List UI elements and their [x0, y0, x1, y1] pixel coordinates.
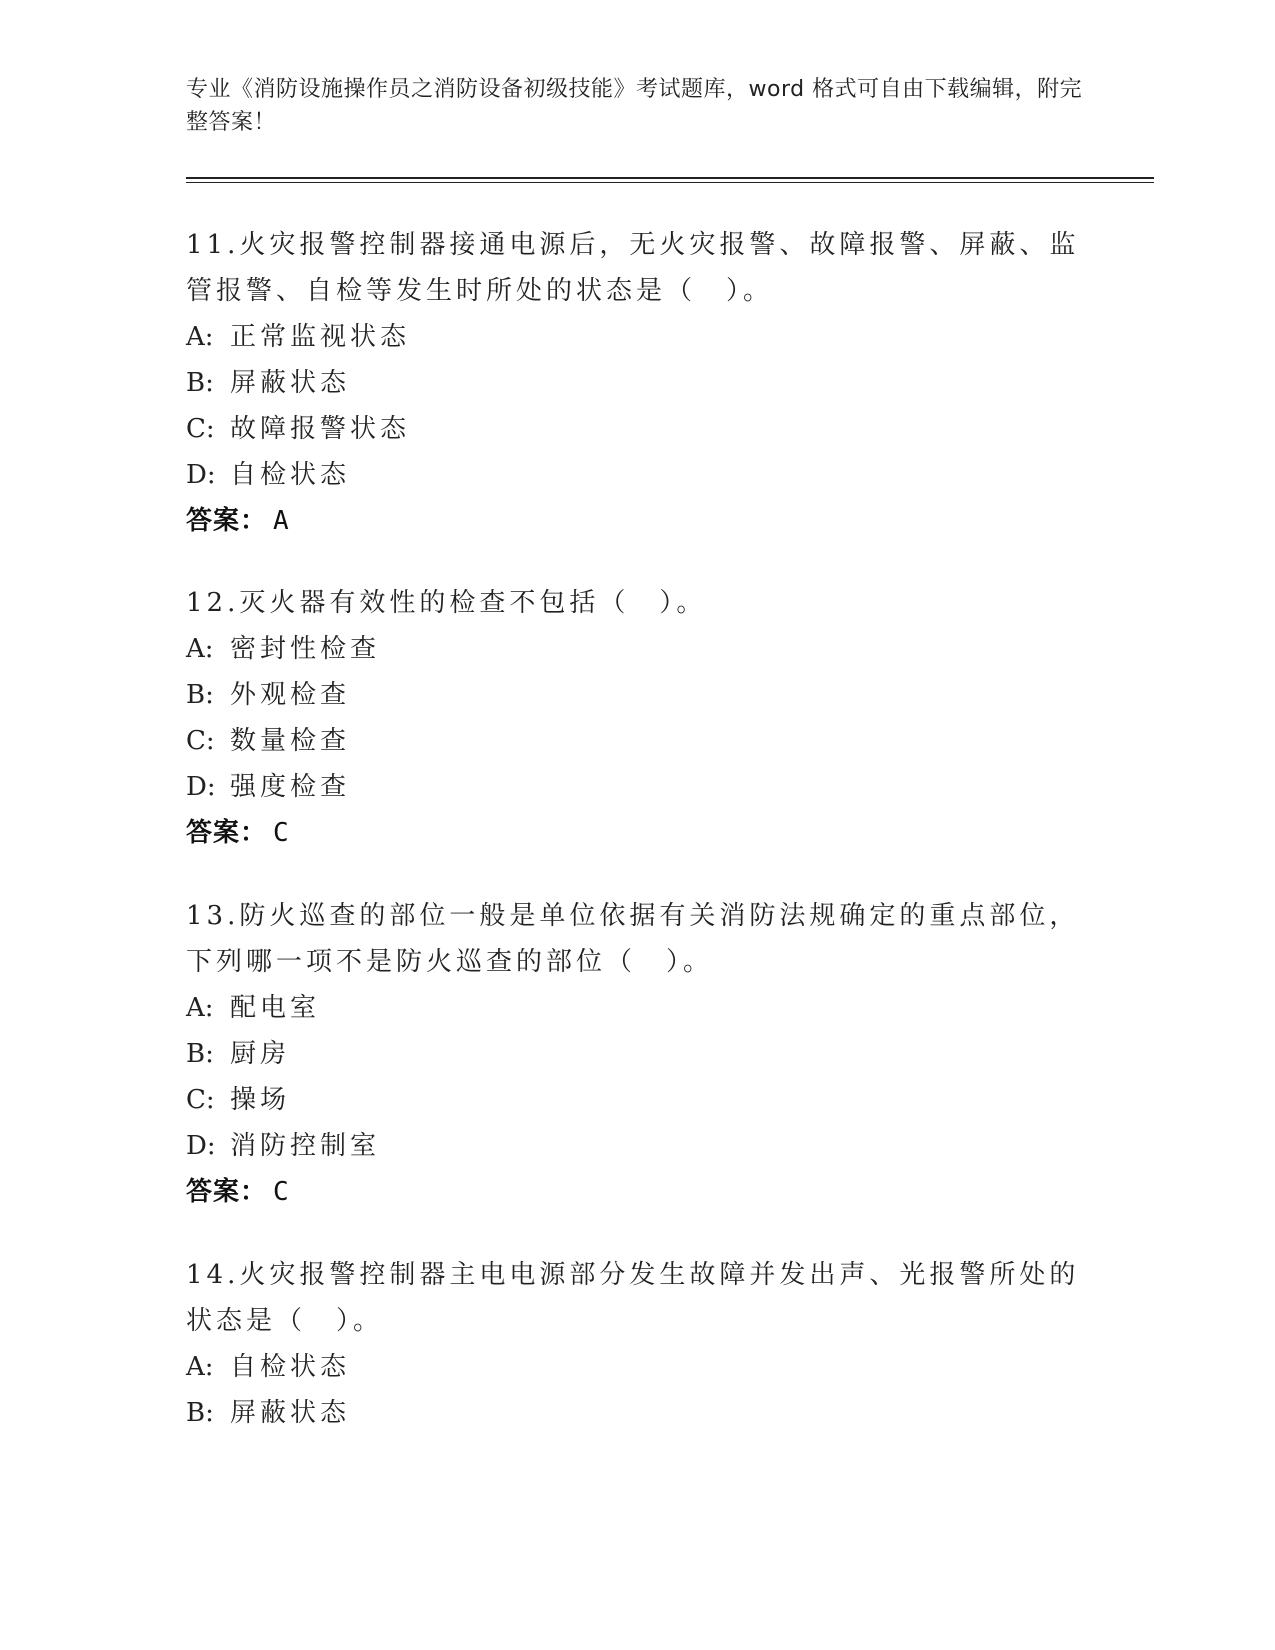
option-text: 密封性检查: [230, 634, 381, 664]
option-letter: D:: [186, 460, 216, 490]
option-text: 操场: [230, 1085, 291, 1115]
answer-value: A: [273, 506, 290, 536]
option-letter: A:: [186, 322, 214, 352]
option-text: 正常监视状态: [230, 322, 411, 352]
option-text: 消防控制室: [230, 1131, 381, 1161]
option-letter: D:: [186, 1131, 216, 1161]
option-text: 外观检查: [230, 680, 351, 710]
answer-line: [186, 810, 1086, 856]
option-letter: B:: [186, 680, 214, 710]
option-c: [186, 406, 1086, 452]
option-c: [186, 718, 1086, 764]
option-a: [186, 1344, 1086, 1390]
option-b: [186, 1031, 1086, 1077]
option-b: [186, 360, 1086, 406]
question-stem: 14.火灾报警控制器主电电源部分发生故障并发出声、光报警所处的状态是（ ）。: [186, 1260, 1080, 1336]
answer-line: [186, 498, 1086, 544]
option-d: [186, 452, 1086, 498]
answer-line: [186, 1169, 1086, 1215]
answer-label: 答案：: [186, 1177, 268, 1207]
option-letter: A:: [186, 993, 214, 1023]
answer-value: C: [273, 1177, 290, 1207]
option-b: [186, 672, 1086, 718]
option-c: [186, 1077, 1086, 1123]
header-divider-thin: [186, 182, 1154, 183]
option-letter: B:: [186, 1039, 214, 1069]
option-text: 自检状态: [230, 460, 351, 490]
option-text: 强度检查: [230, 772, 351, 802]
question-stem: 11.火灾报警控制器接通电源后，无火灾报警、故障报警、屏蔽、监管报警、自检等发生时所处的状态是（ ）。: [186, 230, 1080, 306]
option-letter: B:: [186, 368, 214, 398]
header-divider: [186, 177, 1154, 179]
option-text: 故障报警状态: [230, 414, 411, 444]
option-text: 厨房: [230, 1039, 291, 1069]
question-12: [186, 580, 1086, 856]
question-stem: 13.防火巡查的部位一般是单位依据有关消防法规确定的重点部位，下列哪一项不是防火巡查的部位（ ）。: [186, 901, 1080, 977]
option-letter: A:: [186, 1352, 214, 1382]
option-letter: A:: [186, 634, 214, 664]
option-text: 屏蔽状态: [230, 368, 351, 398]
document-header: 专业《消防设施操作员之消防设备初级技能》考试题库，word 格式可自由下载编辑，附完整答案！: [186, 77, 1083, 135]
answer-label: 答案：: [186, 506, 268, 536]
question-13: [186, 893, 1086, 1215]
question-14: [186, 1252, 1086, 1436]
option-a: [186, 314, 1086, 360]
option-text: 数量检查: [230, 726, 351, 756]
option-text: 屏蔽状态: [230, 1398, 351, 1428]
option-letter: C:: [186, 414, 215, 444]
option-d: [186, 764, 1086, 810]
option-letter: B:: [186, 1398, 214, 1428]
option-letter: C:: [186, 726, 215, 756]
option-a: [186, 985, 1086, 1031]
answer-value: C: [273, 818, 290, 848]
question-11: [186, 222, 1086, 544]
option-text: 自检状态: [230, 1352, 351, 1382]
option-text: 配电室: [230, 993, 321, 1023]
option-d: [186, 1123, 1086, 1169]
option-a: [186, 626, 1086, 672]
question-stem: 12.灭火器有效性的检查不包括（ ）。: [186, 588, 707, 618]
answer-label: 答案：: [186, 818, 268, 848]
option-letter: C:: [186, 1085, 215, 1115]
option-letter: D:: [186, 772, 216, 802]
option-b: [186, 1390, 1086, 1436]
